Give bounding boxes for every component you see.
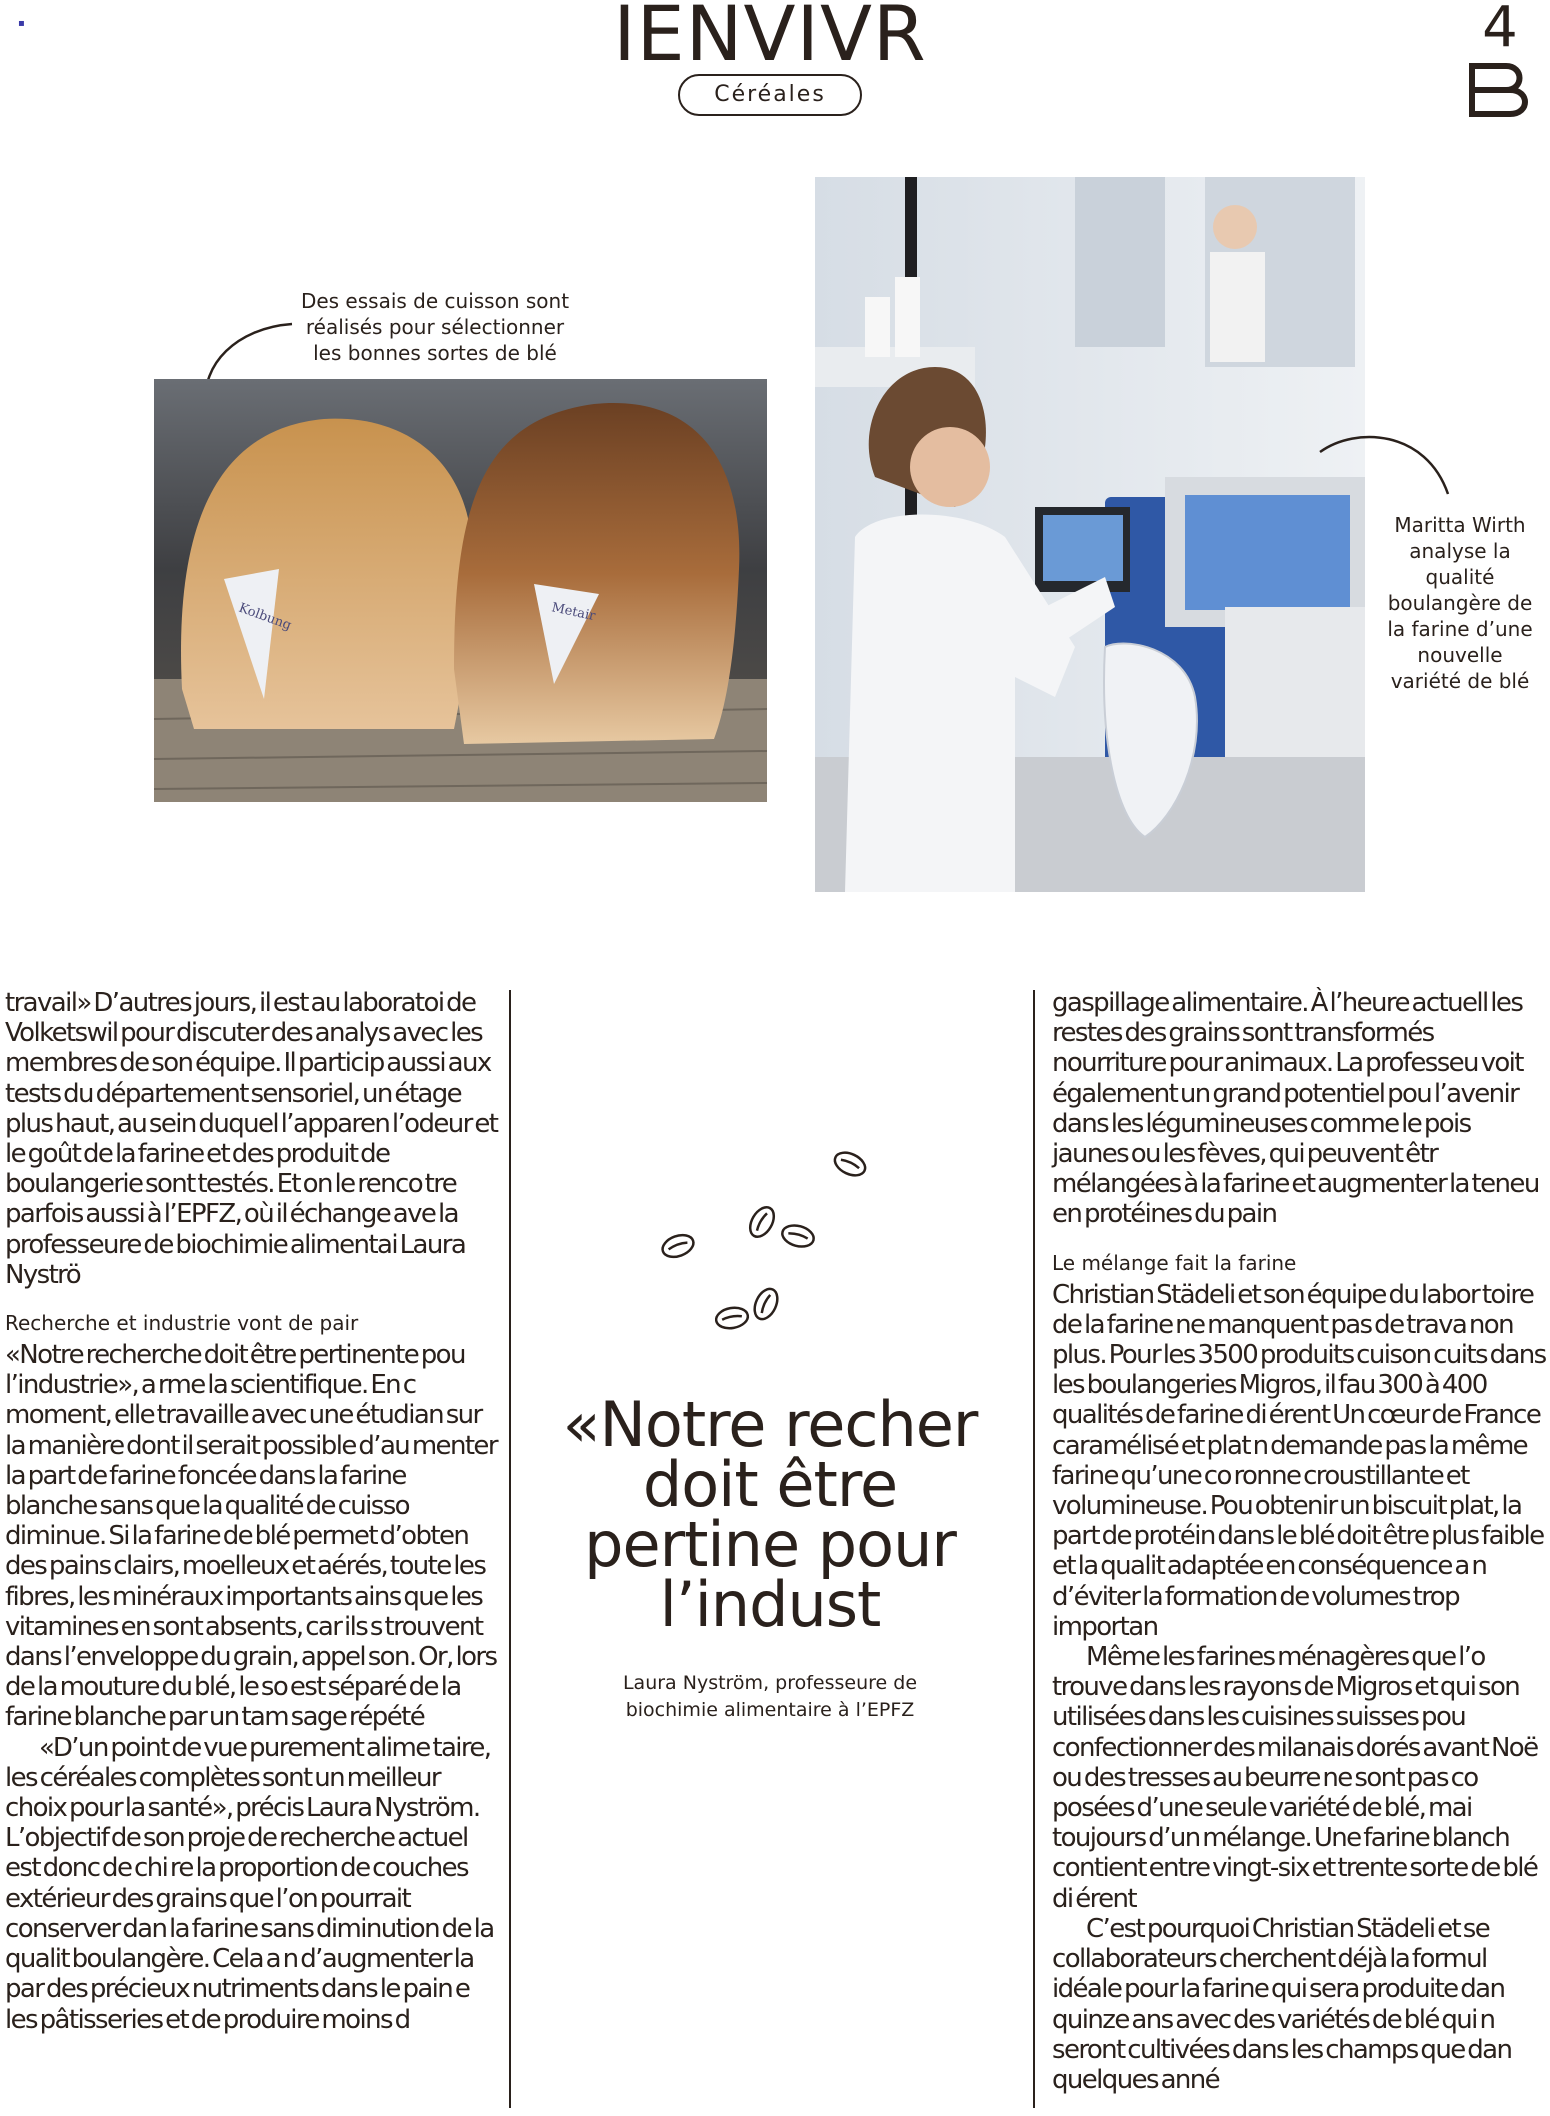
bread-tag-left: Kolbung — [236, 600, 294, 634]
column-rule-right — [1033, 990, 1035, 2108]
article-paragraph: Même les farines ménagères que l’o trouve dans les rayons de Migros et qui son utilisées dans les cuisines suisses pou confectionner des milanais dorés avant Noë ou des tresses au beurre ne sont pas co posées d’une seule variété de blé, mai toujours d’un mélange. Une farine blanch contient entre vingt-six et trente sorte de blé di érent — [1052, 1642, 1538, 1914]
article-subhead: Le mélange fait la farine — [1052, 1250, 1297, 1275]
masthead — [0, 0, 1550, 125]
article-column-right — [1052, 988, 1547, 2095]
magazine-title: IENVIVR — [613, 0, 927, 78]
bread-caption: Des essais de cuisson sont réalisés pour sélectionner les bonnes sortes de blé — [300, 289, 570, 365]
article-subhead: Recherche et industrie vont de pair — [5, 1311, 359, 1336]
page-number: 4 — [1482, 0, 1518, 60]
article-paragraph: C’est pourquoi Christian Städeli et se collaborateurs cherchent déjà la formul idéale pour la farine qui sera produite dan quinze ans avec des variétés de blé qui n seront cultivées dans les champs que dan quelques anné — [1052, 1913, 1512, 2095]
page-marker: ▪ — [18, 18, 25, 29]
lab-caption: Maritta Wirth analyse la qualité boulangère de la farine d’une nouvelle variété de blé — [1387, 513, 1533, 693]
article-paragraph: «Notre recherche doit être pertinente pou l’industrie», a rme la scientifique. En c moment, elle travaille avec une étudian sur la manière dont il serait possible d’au menter la part de farine foncée dans la farine blanche sans que la qualité de cuisso diminue. Si la farine de blé permet d’obten des pains clairs, moelleux et aérés, toute les fibres, les minéraux importants ains que les vitamines en sont absents, car ils s trouvent dans l’enveloppe du grain, appel son. Or, lors de la mouture du blé, le so est séparé de la farine blanche par un tam sage répété — [5, 1340, 497, 1733]
pull-quote-attribution: Laura Nyström, professeure de biochimie alimentaire à l’EPFZ — [622, 1672, 918, 1721]
bread-tag-right: Metair — [550, 600, 597, 625]
article-paragraph: «D’un point de vue purement alime taire, les céréales complètes sont un meilleur choix pour la santé», précis Laura Nyström. L’objectif de son proje de recherche actuel est donc de chi re la proportion de couches extérieur des grains que l’on pourrait conserver dan la farine sans diminution de la qualit boulangère. Cela a n d’augmenter la par des précieux nutriments dans le pain e les pâtisseries et de produire moins d — [5, 1732, 494, 2035]
wheat-grain-icon — [640, 1140, 880, 1350]
logo-mark — [1466, 62, 1536, 118]
bread-photo — [154, 379, 767, 802]
section-label: Céréales — [678, 74, 862, 116]
lab-photo — [815, 177, 1365, 892]
article-paragraph: gaspillage alimentaire. À l’heure actuell les restes des grains sont transformés nourriture pour animaux. La professeu voit également un grand potentiel pou l’avenir dans les légumineuses comme le pois jaunes ou les fèves, qui peuvent êtr mélangées à la farine et augmenter la teneu en protéines du pain — [1052, 988, 1539, 1230]
article-paragraph: Christian Städeli et son équipe du labor toire de la farine ne manquent pas de trava non plus. Pour les 3500 produits cuison cuits dans les boulangeries Migros, il fau 300 à 400 qualités de farine di érent Un cœur de France caramélisé et plat n demande pas la même farine qu’une co ronne croustillante et volumineuse. Pou obtenir un biscuit plat, la part de protéin dans le blé doit être plus faible et la qualit adaptée en conséquence a n d’éviter la formation de volumes trop importan — [1052, 1279, 1546, 1642]
article-paragraph: travail» D’autres jours, il est au laboratoi de Volketswil pour discuter des analys avec les membres de son équipe. Il particip aussi aux tests du département sensoriel, un étage plus haut, au sein duquel l’apparen l’odeur et le goût de la farine et des produit de boulangerie sont testés. Et on le renco tre parfois aussi à l’EPFZ, où il échange ave la professeure de biochimie alimentai Laura Nyströ — [5, 988, 498, 1290]
article-column-left — [5, 988, 500, 2035]
lab-callout-line — [1316, 430, 1456, 500]
column-rule-left — [509, 990, 511, 2108]
pull-quote: «Notre recher doit être pertine pour l’indust — [562, 1388, 978, 1641]
